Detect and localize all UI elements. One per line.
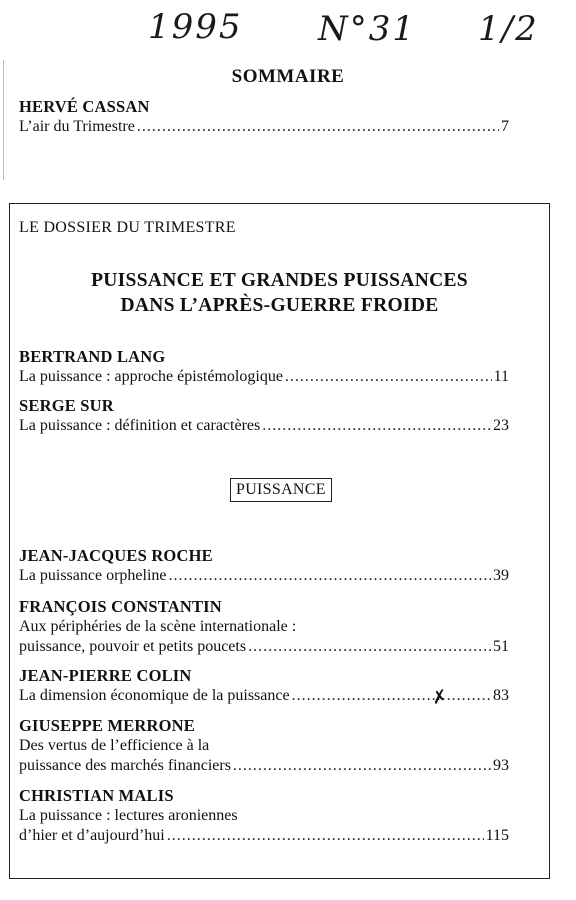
page-number: 23 xyxy=(493,417,509,434)
page-number: 115 xyxy=(485,827,509,844)
dot-leader xyxy=(233,756,491,776)
dossier-title xyxy=(9,268,550,318)
handwritten-number: N°31 xyxy=(318,9,417,49)
dossier-label: LE DOSSIER DU TRIMESTRE xyxy=(19,219,236,236)
toc-line xyxy=(19,367,509,387)
article-title-line: Des vertus de l’efficience à la xyxy=(19,737,210,754)
page-title: SOMMAIRE xyxy=(231,66,345,87)
dot-leader xyxy=(285,367,492,387)
author-name: FRANÇOIS CONSTANTIN xyxy=(19,597,222,616)
toc-line xyxy=(19,756,509,776)
toc-entry xyxy=(19,786,509,846)
page-number: 11 xyxy=(493,368,509,385)
section-label: PUISSANCE xyxy=(230,478,332,502)
dot-leader xyxy=(248,637,491,657)
dossier-title-line-1: PUISSANCE ET GRANDES PUISSANCES xyxy=(91,270,468,291)
toc-entry xyxy=(19,716,509,776)
article-title-line: Aux périphéries de la scène internationale : xyxy=(19,618,297,635)
toc-entry-intro xyxy=(19,97,509,137)
toc-line xyxy=(19,637,509,657)
author-name: JEAN-PIERRE COLIN xyxy=(19,666,192,685)
author-name: HERVÉ CASSAN xyxy=(19,97,150,116)
author-name: BERTRAND LANG xyxy=(19,347,166,366)
author-name: SERGE SUR xyxy=(19,396,114,415)
article-title: La dimension économique de la puissance xyxy=(19,687,290,704)
article-title: La puissance : définition et caractères xyxy=(19,417,261,434)
dot-leader xyxy=(169,566,492,586)
article-title-line: d’hier et d’aujourd’hui xyxy=(19,827,165,844)
toc-entry xyxy=(19,396,509,436)
page-number: 7 xyxy=(501,118,509,135)
toc-line xyxy=(19,117,509,137)
toc-entry xyxy=(19,546,509,586)
page-number: 39 xyxy=(493,567,509,584)
handwritten-x-mark: ✗ xyxy=(430,685,449,709)
dossier-title-line-2: DANS L’APRÈS-GUERRE FROIDE xyxy=(120,295,439,316)
toc-line xyxy=(19,826,509,846)
article-title: La puissance : approche épistémologique xyxy=(19,368,283,385)
article-title: La puissance orpheline xyxy=(19,567,167,584)
dot-leader xyxy=(262,416,491,436)
author-name: GIUSEPPE MERRONE xyxy=(19,716,196,735)
author-name: JEAN-JACQUES ROCHE xyxy=(19,546,213,565)
dot-leader xyxy=(292,686,491,706)
article-title: L’air du Trimestre xyxy=(19,118,135,135)
page-number: 93 xyxy=(493,757,509,774)
author-name: CHRISTIAN MALIS xyxy=(19,786,174,805)
article-title-line: puissance, pouvoir et petits poucets xyxy=(19,638,247,655)
handwritten-year: 1995 xyxy=(148,7,243,47)
dot-leader xyxy=(167,826,484,846)
page-number: 51 xyxy=(493,638,509,655)
handwritten-page: 1/2 xyxy=(478,9,539,49)
dot-leader xyxy=(137,117,499,137)
toc-line xyxy=(19,566,509,586)
article-title-line: La puissance : lectures aroniennes xyxy=(19,807,238,824)
toc-entry xyxy=(19,597,509,657)
toc-entry xyxy=(19,347,509,387)
page-number: 83 xyxy=(493,687,509,704)
article-title-line: puissance des marchés financiers xyxy=(19,757,231,774)
toc-line xyxy=(19,416,509,436)
